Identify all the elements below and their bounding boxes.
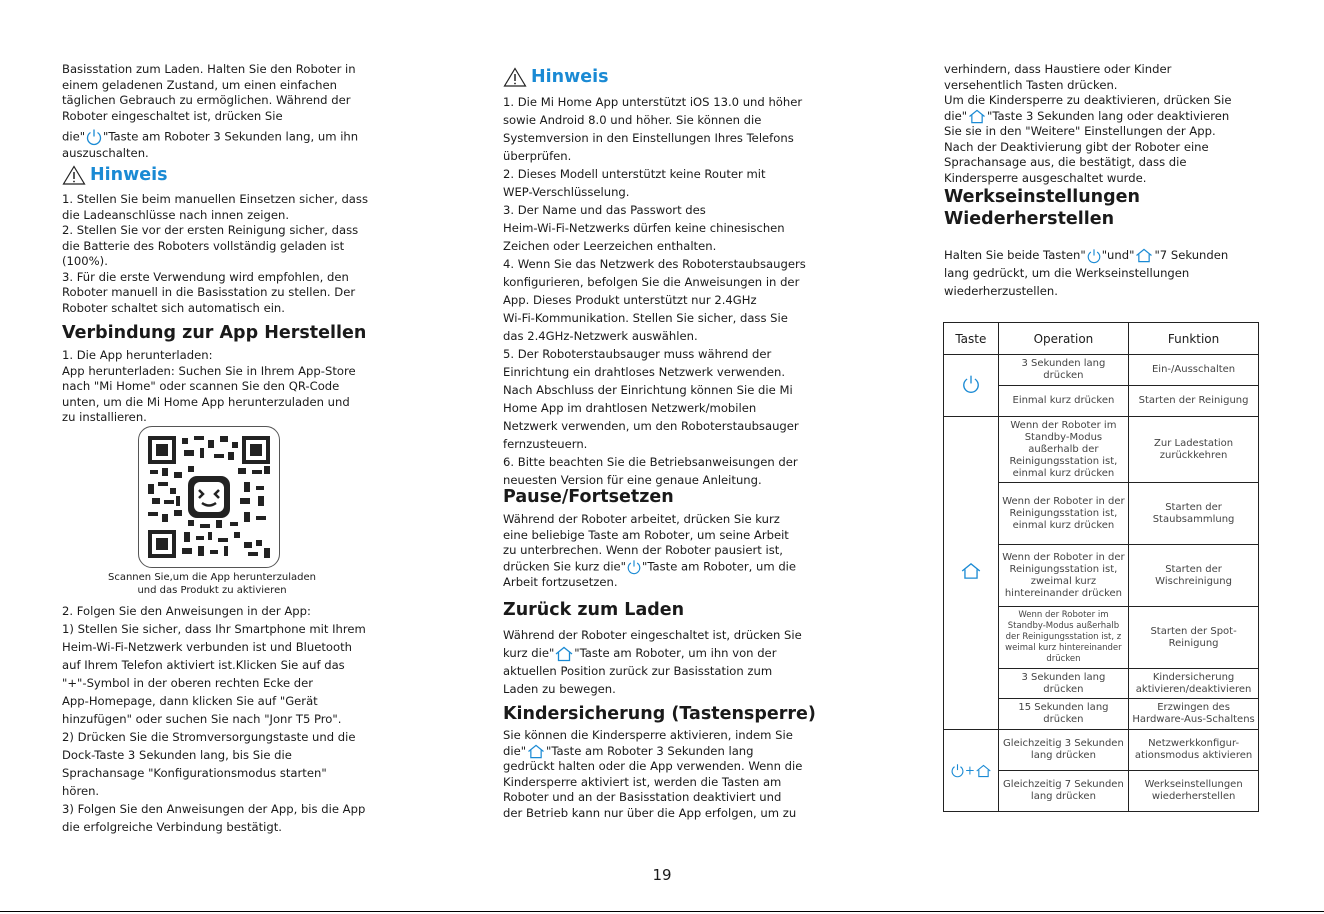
- hint-line: (100%).: [62, 254, 108, 268]
- function-cell: Kindersicherung aktivieren/deaktivieren: [1129, 669, 1259, 699]
- function-cell: Starten der Reinigung: [1129, 386, 1259, 417]
- top-line: Sprachansage aus, die bestätigt, dass die: [944, 155, 1187, 169]
- key-cell-power: [944, 355, 999, 417]
- home-icon: [526, 744, 546, 759]
- hint-line: überprüfen.: [503, 149, 572, 163]
- hint-title: Hinweis: [531, 67, 609, 87]
- operation-cell: 3 Sekunden lang drücken: [998, 669, 1128, 699]
- section-title-child-lock: Kindersicherung (Tastensperre): [503, 704, 816, 724]
- function-cell: Starten der Staubsammlung: [1129, 483, 1259, 545]
- function-cell: Netzwerkkonfigur-ationsmodus aktivieren: [1129, 730, 1259, 771]
- reset-text: [944, 246, 1274, 300]
- home-icon: [967, 109, 987, 124]
- hint-line: WEP-Verschlüsselung.: [503, 185, 630, 199]
- intro-line: einem geladenen Zustand, um einen einfachen: [62, 77, 337, 92]
- child-lock-continued: [944, 62, 1274, 186]
- step-line: Dock-Taste 3 Sekunden lang, bis Sie die: [62, 748, 292, 762]
- table-row: [944, 730, 1259, 771]
- hint-line: 4. Wenn Sie das Netzwerk des Roboterstaubsaugers: [503, 257, 806, 271]
- top-line-icon: [944, 109, 1274, 125]
- reset-title-line: Wiederherstellen: [944, 209, 1115, 229]
- child-line: Sie können die Kindersperre aktivieren, indem Sie: [503, 728, 793, 742]
- key-cell-home: [944, 417, 999, 730]
- reset-line: lang gedrückt, um die Werkseinstellungen: [944, 266, 1190, 280]
- key-cell-combo: [944, 730, 999, 812]
- top-pre: die": [944, 108, 968, 123]
- step-line: 2) Drücken Sie die Stromversorgungstaste und die: [62, 730, 356, 744]
- reset-line-icon: [944, 246, 1274, 264]
- pause-line-icon: [503, 559, 833, 575]
- top-line: Kindersperre ausgeschaltet wurde.: [944, 170, 1147, 185]
- child-line: gedrückt halten oder die App verwenden. Wenn die: [503, 759, 803, 773]
- hint-line: 3. Der Name und das Passwort des: [503, 203, 706, 217]
- home-icon: [975, 764, 992, 778]
- step-line: hinzufügen" oder suchen Sie nach "Jonr T5 Pro".: [62, 712, 342, 726]
- home-icon: [960, 562, 982, 580]
- hint-line: Systemversion in den Einstellungen Ihres Telefons: [503, 131, 794, 145]
- top-post: "Taste 3 Sekunden lang oder deaktivieren: [987, 108, 1230, 123]
- hint-line: sowie Android 8.0 und höher. Sie können die: [503, 113, 762, 127]
- app-line: unten, um die Mi Home App herunterzuladen und: [62, 394, 350, 409]
- operation-cell: Wenn der Roboter in der Reinigungsstation ist, zweimal kurz hintereinander drücken: [998, 545, 1128, 607]
- pause-line: eine beliebige Taste am Roboter, um seine Arbeit: [503, 527, 789, 542]
- top-line: Nach der Deaktivierung gibt der Roboter eine: [944, 139, 1209, 154]
- hint-line: Zeichen oder Leerzeichen enthalten.: [503, 239, 717, 253]
- reset-post: "7 Sekunden: [1154, 248, 1229, 262]
- qr-code: [138, 426, 280, 568]
- top-line: Um die Kindersperre zu deaktivieren, drücken Sie: [944, 93, 1232, 107]
- hint-line: 1. Die Mi Home App unterstützt iOS 13.0 und höher: [503, 95, 803, 109]
- function-cell: Werkseinstellungen wiederherstellen: [1129, 771, 1259, 812]
- back-line-icon: [503, 644, 833, 662]
- hint-line: Einrichtung ein drahtloses Netzwerk verwenden.: [503, 365, 786, 379]
- warning-icon: [62, 165, 86, 185]
- back-text: [503, 626, 833, 698]
- function-cell: Starten der Spot-Reinigung: [1129, 607, 1259, 669]
- child-lock-text: [503, 728, 833, 821]
- top-line: Sie sie in den "Weitere" Einstellungen der App.: [944, 124, 1216, 138]
- operation-cell: Gleichzeitig 7 Sekunden lang drücken: [998, 771, 1128, 812]
- power-icon: [950, 763, 965, 778]
- intro-post: "Taste am Roboter 3 Sekunden lang, um ihn: [103, 129, 359, 144]
- child-pre: die": [503, 743, 527, 758]
- app-steps: [62, 602, 392, 836]
- child-line: Kindersperre aktiviert ist, werden die Tasten am: [503, 774, 782, 789]
- reset-mid: "und": [1101, 248, 1135, 262]
- operation-cell: Wenn der Roboter im Standby-Modus außerhalb der Reinigungsstation ist, z weimal kurz hintereinander drücken: [998, 607, 1128, 669]
- caption-line: Scannen Sie,um die App herunterzuladen: [108, 572, 316, 583]
- hint-list: [62, 192, 392, 316]
- pause-line: zu unterbrechen. Wenn der Roboter pausiert ist,: [503, 543, 783, 557]
- step-line: App-Homepage, dann klicken Sie auf "Gerät: [62, 694, 318, 708]
- function-cell: Zur Ladestation zurückkehren: [1129, 417, 1259, 483]
- child-line-icon: [503, 744, 833, 760]
- hint-line: Roboter schaltet sich automatisch ein.: [62, 300, 285, 315]
- function-cell: Erzwingen des Hardware-Aus-Schaltens: [1129, 699, 1259, 730]
- app-line: nach "Mi Home" oder scannen Sie den QR-Code: [62, 379, 340, 393]
- pause-end: Arbeit fortzusetzen.: [503, 574, 618, 589]
- hint-title: Hinweis: [90, 165, 168, 185]
- pause-post: "Taste am Roboter, um die: [642, 559, 797, 573]
- home-icon: [1134, 248, 1154, 263]
- child-line: der Betrieb kann nur über die App erfolgen, um zu: [503, 805, 797, 820]
- pause-pre: drücken Sie kurz die": [503, 559, 627, 573]
- qr-code-graphic: [148, 436, 270, 558]
- child-post: "Taste am Roboter 3 Sekunden lang: [546, 743, 754, 758]
- home-icon: [554, 646, 574, 662]
- hint-line: die Ladeanschlüsse nach innen zeigen.: [62, 207, 290, 222]
- hint-line: fernzusteuern.: [503, 437, 588, 451]
- pause-text: [503, 512, 833, 590]
- intro-end: auszuschalten.: [62, 146, 149, 160]
- hint-line: Heim-Wi-Fi-Netzwerks dürfen keine chinesischen: [503, 221, 785, 235]
- intro-line: Roboter eingeschaltet ist, drücken Sie: [62, 108, 283, 123]
- function-cell: Ein-/Ausschalten: [1129, 355, 1259, 386]
- step-line: die erfolgreiche Verbindung bestätigt.: [62, 820, 282, 834]
- top-line: versehentlich Tasten drücken.: [944, 77, 1118, 92]
- section-title-pause: Pause/Fortsetzen: [503, 487, 674, 507]
- back-line: aktuellen Position zurück zur Basisstation zum: [503, 664, 773, 678]
- operation-cell: Einmal kurz drücken: [998, 386, 1128, 417]
- page-number: 19: [652, 866, 672, 884]
- section-title-back: Zurück zum Laden: [503, 600, 685, 620]
- step-line: Sprachansage "Konfigurationsmodus starten": [62, 766, 327, 780]
- top-line: verhindern, dass Haustiere oder Kinder: [944, 62, 1172, 76]
- child-line: Roboter und an der Basisstation deaktiviert und: [503, 790, 782, 804]
- hint-line: 6. Bitte beachten Sie die Betriebsanweisungen der: [503, 455, 798, 469]
- table-header: Operation: [998, 323, 1128, 355]
- app-text: [62, 348, 392, 426]
- hint-heading: [503, 66, 609, 88]
- hint-line: Nach Abschluss der Einrichtung können Sie die Mi: [503, 383, 793, 397]
- table-header-row: [944, 323, 1259, 355]
- warning-icon: [503, 67, 527, 87]
- hint-line: 5. Der Roboterstaubsauger muss während der: [503, 347, 772, 361]
- step-line: Heim-Wi-Fi-Netzwerk verbunden ist und Bluetooth: [62, 640, 352, 654]
- reset-line: wiederherzustellen.: [944, 284, 1058, 298]
- app-line: zu installieren.: [62, 410, 147, 424]
- hint-line: Roboter manuell in die Basisstation zu stellen. Der: [62, 285, 356, 299]
- section-title-app: Verbindung zur App Herstellen: [62, 323, 367, 343]
- plus-sign: +: [964, 763, 975, 778]
- function-cell: Starten der Wischreinigung: [1129, 545, 1259, 607]
- operation-cell: Gleichzeitig 3 Sekunden lang drücken: [998, 730, 1128, 771]
- pause-line: Während der Roboter arbeitet, drücken Sie kurz: [503, 512, 780, 526]
- step-line: 2. Folgen Sie den Anweisungen in der App:: [62, 604, 311, 618]
- operation-cell: Wenn der Roboter in der Reinigungsstation ist, einmal kurz drücken: [998, 483, 1128, 545]
- power-icon: [961, 374, 981, 394]
- table-row: [944, 417, 1259, 483]
- step-line: hören.: [62, 784, 100, 798]
- step-line: 3) Folgen Sie den Anweisungen der App, bis die App: [62, 802, 366, 816]
- caption-line: und das Produkt zu aktivieren: [137, 585, 287, 596]
- table-row: [944, 355, 1259, 386]
- hint-line: 3. Für die erste Verwendung wird empfohlen, den: [62, 269, 349, 284]
- back-pre: kurz die": [503, 646, 555, 660]
- hint-line: 2. Dieses Modell unterstützt keine Router mit: [503, 167, 766, 181]
- reset-pre: Halten Sie beide Tasten": [944, 248, 1086, 262]
- hint-line: die Batterie des Roboters vollständig geladen ist: [62, 238, 345, 253]
- hint-line: Netzwerk verwenden, um den Roboterstaubsauger: [503, 419, 799, 433]
- intro-line: täglichen Gebrauch zu ermöglichen. Während der: [62, 93, 351, 107]
- hint-line: das 2.4GHz-Netzwerk auswählen.: [503, 329, 698, 343]
- hint-line: Home App im drahtlosen Netzwerk/mobilen: [503, 401, 757, 415]
- step-line: 1) Stellen Sie sicher, dass Ihr Smartphone mit Ihrem: [62, 622, 366, 636]
- table-header: Funktion: [1129, 323, 1259, 355]
- hint-heading: [62, 164, 168, 186]
- back-line: Laden zu bewegen.: [503, 682, 616, 696]
- section-title-reset: [944, 186, 1140, 230]
- app-line: App herunterladen: Suchen Sie in Ihrem App-Store: [62, 363, 356, 378]
- hint-line: 2. Stellen Sie vor der ersten Reinigung sicher, dass: [62, 223, 359, 237]
- operation-cell: Wenn der Roboter im Standby-Modus außerhalb der Reinigungsstation ist, einmal kurz drücken: [998, 417, 1128, 483]
- power-icon: [1086, 248, 1102, 264]
- button-function-table: [943, 322, 1259, 812]
- power-icon: [626, 559, 642, 575]
- hint-list: [503, 93, 833, 489]
- intro-text: [62, 62, 392, 162]
- table-header: Taste: [944, 323, 999, 355]
- intro-line-icon: [62, 128, 392, 146]
- intro-line: Basisstation zum Laden. Halten Sie den Roboter in: [62, 62, 356, 76]
- intro-pre: die": [62, 129, 86, 144]
- power-icon: [85, 128, 103, 146]
- app-line: 1. Die App herunterladen:: [62, 348, 213, 362]
- bottom-rule: [0, 911, 1324, 912]
- hint-line: Wi-Fi-Kommunikation. Stellen Sie sicher, dass Sie: [503, 311, 788, 325]
- hint-line: App. Dieses Produkt unterstützt nur 2.4GHz: [503, 293, 757, 307]
- step-line: "+"-Symbol in der oberen rechten Ecke der: [62, 676, 314, 690]
- hint-line: 1. Stellen Sie beim manuellen Einsetzen sicher, dass: [62, 192, 368, 206]
- qr-caption: [62, 571, 362, 597]
- operation-cell: 15 Sekunden lang drücken: [998, 699, 1128, 730]
- hint-line: neuesten Version für eine genaue Anleitung.: [503, 473, 762, 487]
- step-line: auf Ihrem Telefon aktiviert ist.Klicken Sie auf das: [62, 658, 345, 672]
- operation-cell: 3 Sekunden lang drücken: [998, 355, 1128, 386]
- hint-line: konfigurieren, befolgen Sie die Anweisungen in der: [503, 275, 800, 289]
- back-line: Während der Roboter eingeschaltet ist, drücken Sie: [503, 628, 802, 642]
- reset-title-line: Werkseinstellungen: [944, 187, 1140, 207]
- back-post: "Taste am Roboter, um ihn von der: [574, 646, 777, 660]
